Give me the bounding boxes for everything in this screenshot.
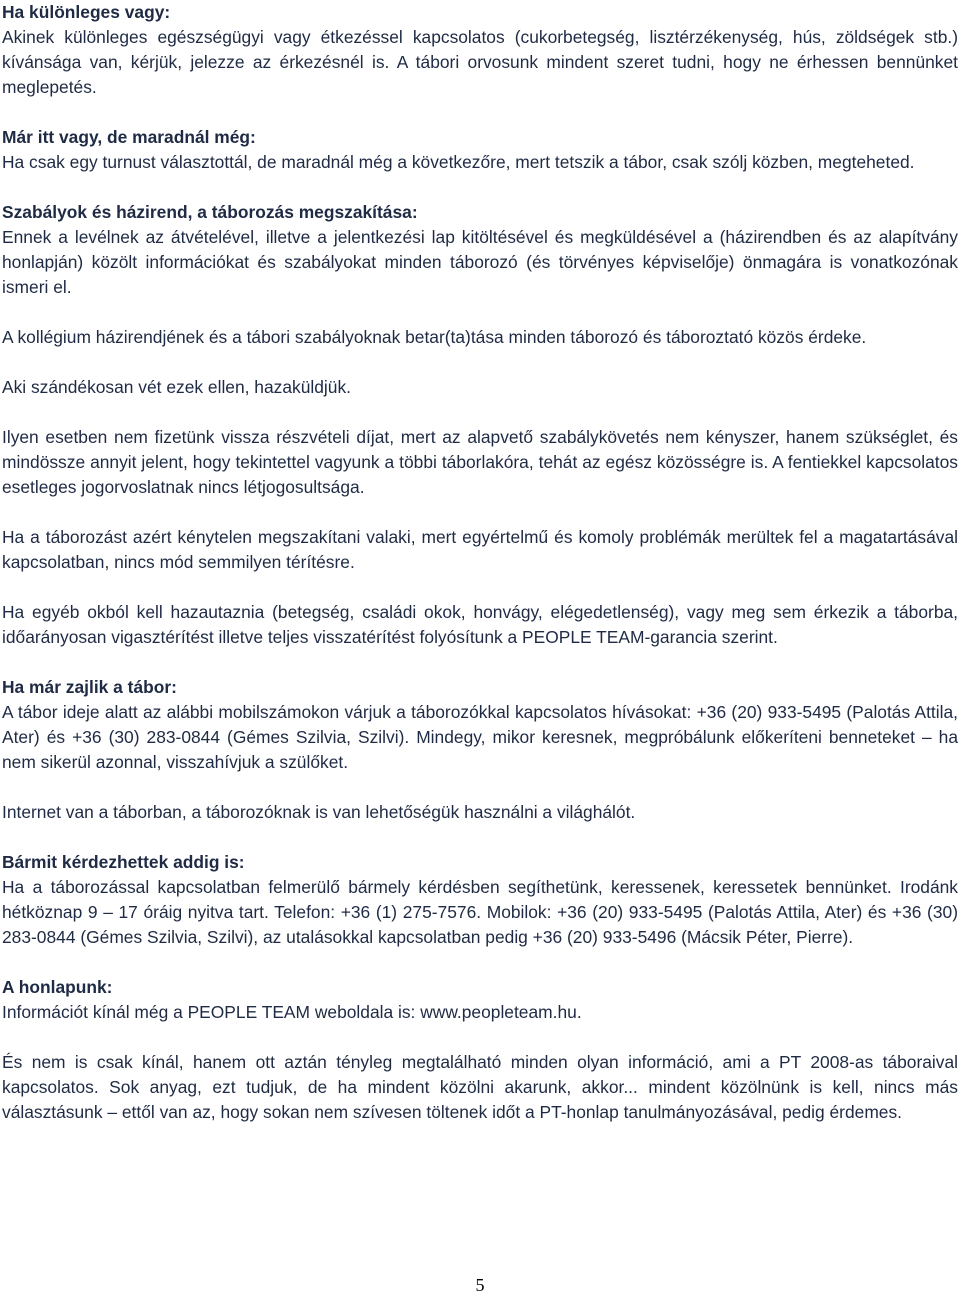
section-stay-longer [2, 125, 958, 175]
paragraph-block [2, 1050, 958, 1125]
section-website [2, 975, 958, 1025]
paragraph: Ilyen esetben nem fizetünk vissza részvételi díjat, mert az alapvető szabálykövetés nem kényszer, hanem szükséglet, és mindössze annyit jelent, hogy tekintettel vagyunk a többi táborlakóra, tehát az egész közösségre is. A fentiekkel kapcsolatos esetleges jogorvoslatnak nincs létjogosultsága. [2, 427, 958, 497]
section-heading: A honlapunk: [2, 977, 113, 997]
section-heading: Ha már zajlik a tábor: [2, 677, 177, 697]
paragraph: Internet van a táborban, a táborozóknak is van lehetőségük használni a világhálót. [2, 802, 636, 822]
paragraph: Akinek különleges egészségügyi vagy étkezéssel kapcsolatos (cukorbetegség, lisztérzékenység, hús, zöldségek stb.) kívánsága van, kérjük, jelezze az érkezésnél is. A tábori orvosunk mindent szeret tudni, hogy ne érhessen bennünket meglepetés. [2, 27, 958, 97]
paragraph-block [2, 600, 958, 650]
paragraph: A kollégium házirendjének és a tábori szabályoknak betar(ta)tása minden táborozó és táboroztató közös érdeke. [2, 327, 867, 347]
section-during-camp [2, 675, 958, 775]
section-questions [2, 850, 958, 950]
section-rules [2, 200, 958, 300]
section-heading: Ha különleges vagy: [2, 2, 171, 22]
section-heading: Már itt vagy, de maradnál még: [2, 127, 256, 147]
paragraph-block [2, 525, 958, 575]
section-special-needs [2, 0, 958, 100]
section-heading: Bármit kérdezhettek addig is: [2, 852, 245, 872]
document-page [2, 0, 958, 1150]
paragraph: Ha csak egy turnust választottál, de maradnál még a következőre, mert tetszik a tábor, csak szólj közben, megteheted. [2, 152, 915, 172]
paragraph: És nem is csak kínál, hanem ott aztán tényleg megtalálható minden olyan információ, ami a PT 2008-as táboraival kapcsolatos. Sok anyag, ezt tudjuk, de ha mindent közölni akarunk, akkor... mindent közölnünk is kell, nincs más választásunk – ettől van az, hogy sokan nem szívesen töltenek időt a PT-honlap tanulmányozásával, pedig érdemes. [2, 1052, 958, 1122]
paragraph-block [2, 325, 958, 350]
paragraph: Ha egyéb okból kell hazautaznia (betegség, családi okok, honvágy, elégedetlenség), vagy meg sem érkezik a táborba, időarányosan vigasztérítést illetve teljes visszatérítést folyósítunk a PEOPLE TEAM-garancia szerint. [2, 602, 958, 647]
paragraph: Aki szándékosan vét ezek ellen, hazaküldjük. [2, 377, 351, 397]
paragraph: Információt kínál még a PEOPLE TEAM weboldala is: www.peopleteam.hu. [2, 1002, 582, 1022]
paragraph: A tábor ideje alatt az alábbi mobilszámokon várjuk a táborozókkal kapcsolatos hívásokat: +36 (20) 933-5495 (Palotás Attila, Ater) és +36 (30) 283-0844 (Gémes Szilvia, Szilvi). Mindegy, mikor keresnek, megpróbálunk előkeríteni benneteket – ha nem sikerül azonnal, visszahívjuk a szülőket. [2, 702, 958, 772]
paragraph: Ha a táborozással kapcsolatban felmerülő bármely kérdésben segíthetünk, keressenek, keressetek bennünket. Irodánk hétköznap 9 – 17 óráig nyitva tart. Telefon: +36 (1) 275-7576. Mobilok: +36 (20) 933-5495 (Palotás Attila, Ater) és +36 (30) 283-0844 (Gémes Szilvia, Szilvi), az utalásokkal kapcsolatban pedig +36 (20) 933-5496 (Mácsik Péter, Pierre). [2, 877, 958, 947]
section-heading: Szabályok és házirend, a táborozás megszakítása: [2, 202, 418, 222]
paragraph: Ha a táborozást azért kénytelen megszakítani valaki, mert egyértelmű és komoly problémák merültek fel a magatartásával kapcsolatban, nincs mód semmilyen térítésre. [2, 527, 958, 572]
page-number: 5 [475, 1275, 485, 1295]
paragraph-block [2, 800, 958, 825]
paragraph-block [2, 425, 958, 500]
paragraph: Ennek a levélnek az átvételével, illetve a jelentkezési lap kitöltésével és megküldésével a (házirendben és az alapítvány honlapján) közölt információkat és szabályokat minden táborozó (és törvényes képviselője) önmagára is vonatkozónak ismeri el. [2, 227, 958, 297]
paragraph-block [2, 375, 958, 400]
